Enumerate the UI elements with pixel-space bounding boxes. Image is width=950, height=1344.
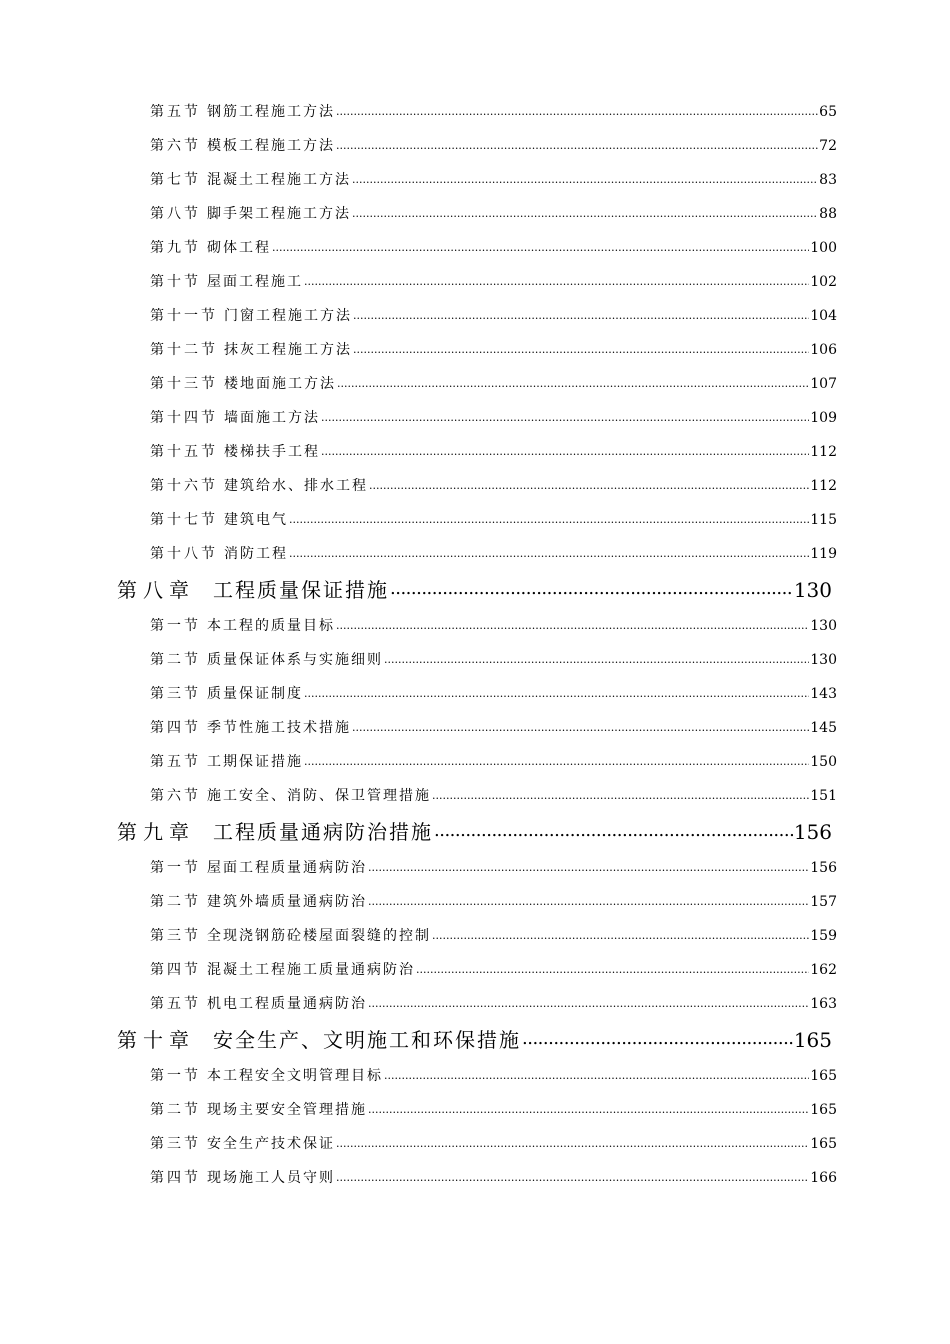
toc-entry-label	[150, 1134, 335, 1154]
toc-page-number: 130	[810, 652, 837, 668]
toc-section-entry[interactable]	[150, 684, 837, 704]
toc-page-number: 163	[810, 996, 837, 1012]
toc-leader-dots	[304, 684, 809, 704]
toc-entry-number: 第九节	[150, 240, 201, 256]
toc-entry-label	[150, 238, 271, 258]
toc-entry-number: 第十节	[150, 274, 201, 290]
toc-section-entry[interactable]	[150, 544, 837, 564]
toc-leader-dots	[522, 1026, 793, 1054]
toc-leader-dots	[368, 994, 809, 1014]
toc-page-number: 165	[793, 1028, 832, 1052]
toc-entry-number: 第一节	[150, 860, 201, 876]
toc-section-entry[interactable]	[150, 408, 837, 428]
toc-entry-title: 混凝土工程施工方法	[207, 172, 351, 188]
toc-page-number: 162	[810, 962, 837, 978]
toc-section-entry[interactable]	[150, 306, 837, 326]
toc-page-number: 112	[810, 444, 837, 460]
toc-entry-number: 第四节	[150, 1170, 201, 1186]
toc-entry-label	[150, 408, 320, 428]
toc-entry-label	[150, 170, 351, 190]
toc-entry-number: 第一节	[150, 1068, 201, 1084]
toc-entry-title: 楼地面施工方法	[224, 376, 336, 392]
toc-entry-label	[150, 204, 351, 224]
toc-entry-label	[150, 650, 383, 670]
toc-entry-number: 第十三节	[150, 376, 218, 392]
toc-entry-title: 门窗工程施工方法	[224, 308, 352, 324]
toc-section-entry[interactable]	[150, 960, 837, 980]
toc-entry-title: 抹灰工程施工方法	[224, 342, 352, 358]
toc-entry-label	[150, 926, 431, 946]
toc-chapter-entry[interactable]	[117, 576, 832, 604]
toc-leader-dots	[384, 650, 809, 670]
toc-section-entry[interactable]	[150, 102, 837, 122]
toc-entry-number: 第九章	[117, 820, 195, 844]
toc-leader-dots	[384, 1066, 809, 1086]
toc-entry-number: 第十一节	[150, 308, 218, 324]
toc-entry-label	[150, 786, 431, 806]
toc-leader-dots	[353, 340, 809, 360]
toc-entry-label	[150, 858, 367, 878]
toc-page-number: 102	[810, 274, 837, 290]
toc-entry-title: 建筑电气	[224, 512, 288, 528]
toc-entry-number: 第六节	[150, 788, 201, 804]
toc-entry-number: 第一节	[150, 618, 201, 634]
toc-entry-number: 第三节	[150, 686, 201, 702]
toc-entry-number: 第十六节	[150, 478, 218, 494]
toc-entry-label	[117, 1026, 521, 1054]
toc-section-entry[interactable]	[150, 616, 837, 636]
toc-entry-title: 混凝土工程施工质量通病防治	[207, 962, 415, 978]
toc-entry-title: 质量保证制度	[207, 686, 303, 702]
toc-page-number: 107	[810, 376, 837, 392]
toc-leader-dots	[321, 408, 809, 428]
toc-section-entry[interactable]	[150, 442, 837, 462]
toc-entry-number: 第十四节	[150, 410, 218, 426]
toc-chapter-entry[interactable]	[117, 1026, 832, 1054]
toc-entry-number: 第五节	[150, 754, 201, 770]
toc-page-number: 150	[810, 754, 837, 770]
toc-entry-label	[150, 544, 288, 564]
toc-leader-dots	[321, 442, 809, 462]
toc-page-number: 65	[819, 104, 837, 120]
toc-entry-title: 楼梯扶手工程	[224, 444, 320, 460]
toc-entry-title: 工程质量保证措施	[213, 578, 389, 602]
toc-leader-dots	[432, 926, 809, 946]
toc-entry-number: 第五节	[150, 104, 201, 120]
toc-entry-title: 质量保证体系与实施细则	[207, 652, 383, 668]
toc-entry-label	[150, 892, 367, 912]
toc-entry-title: 模板工程施工方法	[207, 138, 335, 154]
toc-section-entry[interactable]	[150, 926, 837, 946]
toc-page-number: 166	[810, 1170, 837, 1186]
toc-entry-label	[150, 306, 352, 326]
toc-entry-label	[150, 616, 335, 636]
toc-entry-number: 第五节	[150, 996, 201, 1012]
toc-entry-title: 现场主要安全管理措施	[207, 1102, 367, 1118]
toc-leader-dots	[289, 510, 809, 530]
toc-entry-title: 建筑给水、排水工程	[224, 478, 368, 494]
toc-section-entry[interactable]	[150, 510, 837, 530]
toc-entry-title: 屋面工程施工	[207, 274, 303, 290]
toc-entry-label	[150, 994, 367, 1014]
toc-page-number: 165	[810, 1102, 837, 1118]
toc-entry-number: 第二节	[150, 1102, 201, 1118]
toc-entry-title: 安全生产、文明施工和环保措施	[213, 1028, 521, 1052]
toc-entry-label	[117, 576, 389, 604]
toc-entry-title: 全现浇钢筋砼楼屋面裂缝的控制	[207, 928, 431, 944]
toc-section-entry[interactable]	[150, 892, 837, 912]
toc-entry-title: 本工程安全文明管理目标	[207, 1068, 383, 1084]
toc-page-number: 156	[793, 820, 832, 844]
toc-page-number: 143	[810, 686, 837, 702]
toc-entry-number: 第八节	[150, 206, 201, 222]
toc-entry-label	[150, 1066, 383, 1086]
toc-entry-number: 第三节	[150, 1136, 201, 1152]
toc-entry-number: 第十二节	[150, 342, 218, 358]
toc-page-number: 159	[810, 928, 837, 944]
toc-leader-dots	[272, 238, 809, 258]
toc-section-entry[interactable]	[150, 374, 837, 394]
toc-leader-dots	[352, 170, 818, 190]
toc-entry-number: 第二节	[150, 652, 201, 668]
toc-section-entry[interactable]	[150, 238, 837, 258]
toc-section-entry[interactable]	[150, 136, 837, 156]
toc-page-number: 88	[819, 206, 837, 222]
toc-entry-label	[150, 442, 320, 462]
toc-entry-number: 第十八节	[150, 546, 218, 562]
toc-entry-label	[150, 960, 415, 980]
toc-entry-title: 钢筋工程施工方法	[207, 104, 335, 120]
toc-leader-dots	[390, 576, 793, 604]
toc-entry-label	[150, 510, 288, 530]
toc-leader-dots	[336, 616, 809, 636]
toc-leader-dots	[368, 892, 809, 912]
toc-entry-number: 第二节	[150, 894, 201, 910]
toc-entry-label	[150, 136, 335, 156]
toc-leader-dots	[352, 204, 818, 224]
toc-page-number: 156	[810, 860, 837, 876]
toc-leader-dots	[336, 136, 818, 156]
toc-leader-dots	[352, 718, 809, 738]
toc-entry-label	[150, 684, 303, 704]
toc-section-entry[interactable]	[150, 340, 837, 360]
toc-entry-number: 第八章	[117, 578, 195, 602]
toc-entry-title: 消防工程	[224, 546, 288, 562]
toc-leader-dots	[369, 476, 809, 496]
toc-page-number: 104	[810, 308, 837, 324]
toc-page-number: 83	[819, 172, 837, 188]
toc-section-entry[interactable]	[150, 858, 837, 878]
toc-leader-dots	[434, 818, 793, 846]
toc-page-number: 119	[810, 546, 837, 562]
toc-leader-dots	[353, 306, 809, 326]
toc-entry-label	[150, 374, 336, 394]
toc-entry-title: 屋面工程质量通病防治	[207, 860, 367, 876]
toc-leader-dots	[416, 960, 809, 980]
toc-entry-label	[150, 272, 303, 292]
toc-page-number: 109	[810, 410, 837, 426]
toc-entry-label	[150, 340, 352, 360]
toc-leader-dots	[337, 374, 809, 394]
toc-entry-title: 墙面施工方法	[224, 410, 320, 426]
toc-entry-title: 安全生产技术保证	[207, 1136, 335, 1152]
toc-leader-dots	[289, 544, 809, 564]
toc-page-number: 115	[810, 512, 837, 528]
toc-page-number: 130	[793, 578, 832, 602]
toc-page-number: 151	[810, 788, 837, 804]
toc-entry-title: 机电工程质量通病防治	[207, 996, 367, 1012]
toc-entry-title: 建筑外墙质量通病防治	[207, 894, 367, 910]
toc-entry-number: 第六节	[150, 138, 201, 154]
toc-section-entry[interactable]	[150, 650, 837, 670]
toc-page-number: 130	[810, 618, 837, 634]
toc-entry-title: 现场施工人员守则	[207, 1170, 335, 1186]
toc-entry-label	[150, 1168, 335, 1188]
toc-entry-title: 施工安全、消防、保卫管理措施	[207, 788, 431, 804]
toc-entry-number: 第十五节	[150, 444, 218, 460]
toc-entry-label	[150, 718, 351, 738]
toc-section-entry[interactable]	[150, 204, 837, 224]
toc-entry-number: 第三节	[150, 928, 201, 944]
toc-leader-dots	[336, 102, 818, 122]
toc-entry-title: 脚手架工程施工方法	[207, 206, 351, 222]
toc-page-number: 165	[810, 1136, 837, 1152]
toc-leader-dots	[368, 1100, 809, 1120]
toc-entry-title: 砌体工程	[207, 240, 271, 256]
toc-leader-dots	[304, 752, 809, 772]
toc-entry-label	[150, 102, 335, 122]
toc-section-entry[interactable]	[150, 170, 837, 190]
toc-section-entry[interactable]	[150, 1066, 837, 1086]
toc-page-number: 106	[810, 342, 837, 358]
toc-section-entry[interactable]	[150, 272, 837, 292]
toc-page-number: 72	[819, 138, 837, 154]
toc-section-entry[interactable]	[150, 752, 837, 772]
toc-entry-number: 第七节	[150, 172, 201, 188]
toc-entry-label	[150, 752, 303, 772]
toc-entry-number: 第十七节	[150, 512, 218, 528]
toc-page-number: 100	[810, 240, 837, 256]
toc-entry-number: 第四节	[150, 962, 201, 978]
toc-section-entry[interactable]	[150, 994, 837, 1014]
toc-page-number: 145	[810, 720, 837, 736]
toc-chapter-entry[interactable]	[117, 818, 832, 846]
toc-entry-label	[150, 476, 368, 496]
toc-entry-label	[150, 1100, 367, 1120]
toc-section-entry[interactable]	[150, 718, 837, 738]
toc-leader-dots	[336, 1134, 809, 1154]
toc-leader-dots	[336, 1168, 809, 1188]
toc-section-entry[interactable]	[150, 476, 837, 496]
toc-entry-title: 工期保证措施	[207, 754, 303, 770]
toc-section-entry[interactable]	[150, 1100, 837, 1120]
toc-entry-title: 工程质量通病防治措施	[213, 820, 433, 844]
toc-page-number: 165	[810, 1068, 837, 1084]
toc-entry-label	[117, 818, 433, 846]
toc-section-entry[interactable]	[150, 1134, 837, 1154]
toc-leader-dots	[432, 786, 809, 806]
toc-page-number: 157	[810, 894, 837, 910]
toc-section-entry[interactable]	[150, 1168, 837, 1188]
toc-entry-title: 季节性施工技术措施	[207, 720, 351, 736]
toc-leader-dots	[304, 272, 809, 292]
toc-section-entry[interactable]	[150, 786, 837, 806]
toc-entry-number: 第四节	[150, 720, 201, 736]
toc-page-number: 112	[810, 478, 837, 494]
toc-entry-number: 第十章	[117, 1028, 195, 1052]
toc-entry-title: 本工程的质量目标	[207, 618, 335, 634]
toc-leader-dots	[368, 858, 809, 878]
